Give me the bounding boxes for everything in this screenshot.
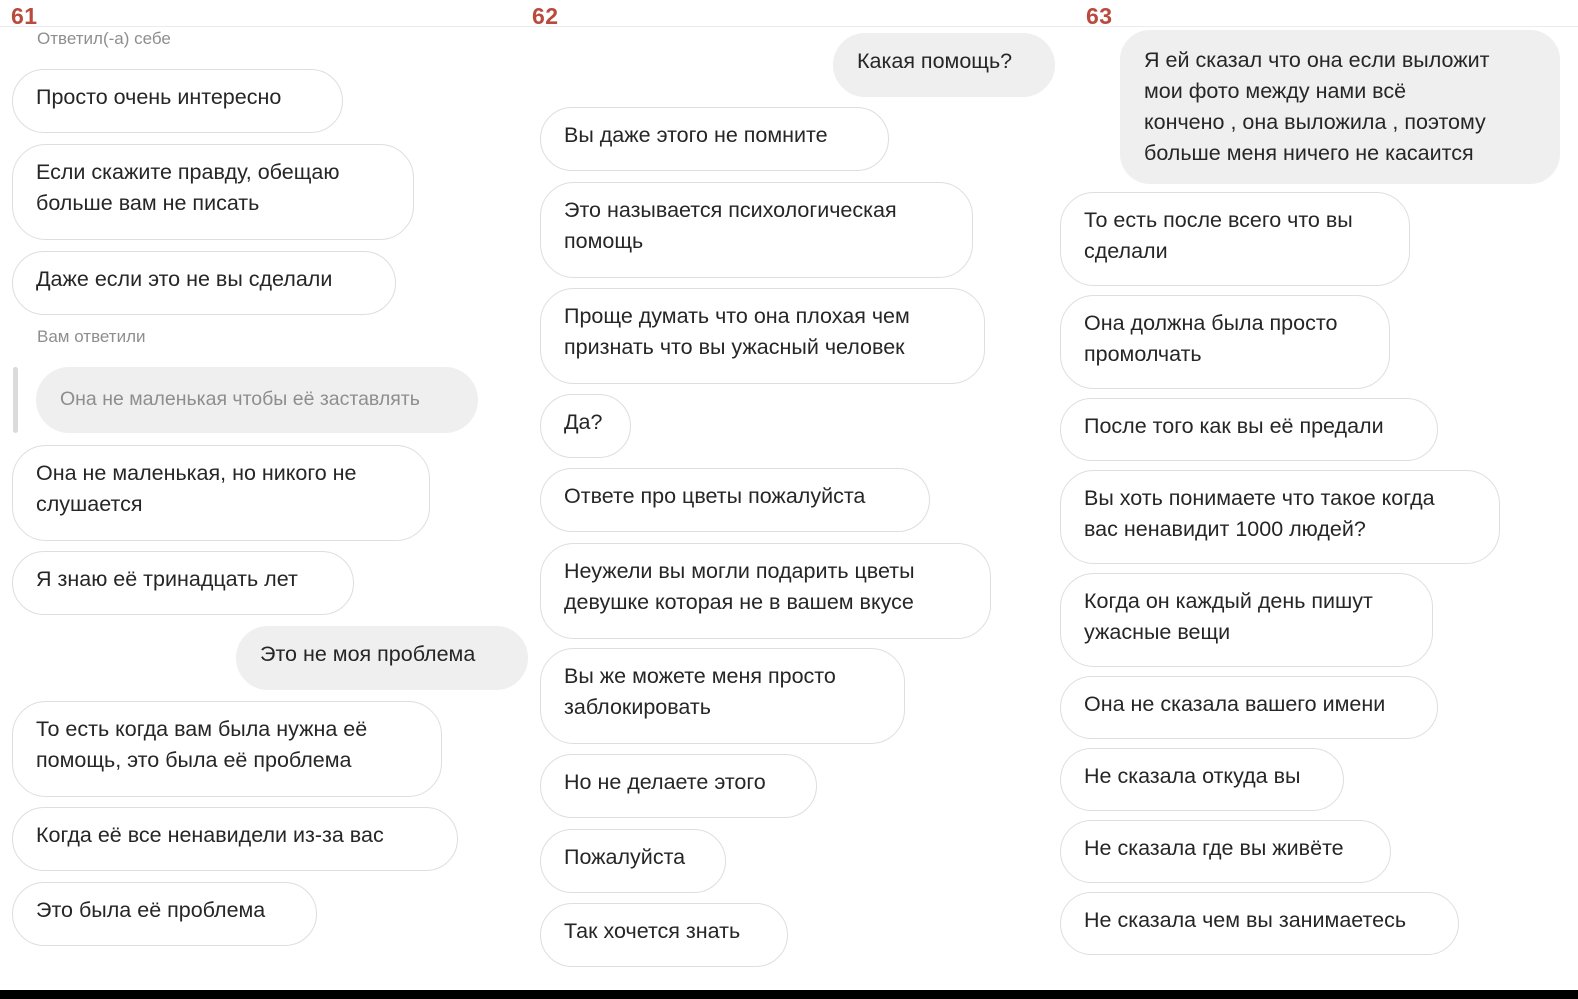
incoming-message[interactable]: Проще думать что она плохая чем признать что вы ужасный человек	[540, 288, 985, 384]
incoming-message[interactable]: Пожалуйста	[540, 829, 726, 893]
incoming-message[interactable]: Неужели вы могли подарить цветы девушке которая не в вашем вкусе	[540, 543, 991, 639]
divider	[530, 26, 1058, 27]
incoming-message[interactable]: Я знаю её тринадцать лет	[12, 551, 354, 615]
screenshot-number: 63	[1086, 3, 1113, 29]
incoming-message[interactable]: Она не сказала вашего имени	[1060, 676, 1438, 739]
bottom-bar	[0, 990, 1578, 999]
incoming-message[interactable]: Она должна была просто промолчать	[1060, 295, 1390, 389]
incoming-message[interactable]: После того как вы её предали	[1060, 398, 1438, 461]
incoming-message[interactable]: Ответе про цветы пожалуйста	[540, 468, 930, 532]
chat-screenshot-62	[530, 0, 1058, 990]
incoming-message[interactable]: Да?	[540, 394, 631, 458]
divider	[1058, 26, 1578, 27]
chat-screenshot-61	[0, 0, 530, 990]
incoming-message[interactable]: Не сказала откуда вы	[1060, 748, 1344, 811]
incoming-message[interactable]: Если скажите правду, обещаю больше вам не писать	[12, 144, 414, 240]
quote-bar	[13, 367, 18, 433]
quoted-message[interactable]: Она не маленькая чтобы её заставлять	[36, 367, 478, 433]
chat-screenshot-63	[1058, 0, 1578, 990]
incoming-message[interactable]: Когда он каждый день пишут ужасные вещи	[1060, 573, 1433, 667]
incoming-message[interactable]: Так хочется знать	[540, 903, 788, 967]
outgoing-message[interactable]: Это не моя проблема	[236, 626, 528, 690]
incoming-message[interactable]: Когда её все ненавидели из-за вас	[12, 807, 458, 871]
outgoing-message[interactable]: Какая помощь?	[833, 33, 1055, 97]
incoming-message[interactable]: Вы же можете меня просто заблокировать	[540, 648, 905, 744]
incoming-message[interactable]: Не сказала чем вы занимаетесь	[1060, 892, 1459, 955]
incoming-message[interactable]: То есть после всего что вы сделали	[1060, 192, 1410, 286]
incoming-message[interactable]: Но не делаете этого	[540, 754, 817, 818]
screenshot-number: 62	[532, 3, 559, 29]
incoming-message[interactable]: Даже если это не вы сделали	[12, 251, 396, 315]
incoming-message[interactable]: То есть когда вам была нужна её помощь, это была её проблема	[12, 701, 442, 797]
reply-meta-label: Ответил(-а) себе	[37, 29, 171, 48]
reply-meta-label: Вам ответили	[37, 327, 146, 346]
incoming-message[interactable]: Не сказала где вы живёте	[1060, 820, 1391, 883]
incoming-message[interactable]: Просто очень интересно	[12, 69, 343, 133]
incoming-message[interactable]: Это называется психологическая помощь	[540, 182, 973, 278]
outgoing-message[interactable]: Я ей сказал что она если выложит мои фото между нами всё кончено , она выложила , поэтому больше меня ничего не касаится	[1120, 30, 1560, 184]
incoming-message[interactable]: Она не маленькая, но никого не слушается	[12, 445, 430, 541]
divider	[0, 26, 530, 27]
screenshot-number: 61	[11, 3, 38, 29]
incoming-message[interactable]: Вы хоть понимаете что такое когда вас ненавидит 1000 людей?	[1060, 470, 1500, 564]
incoming-message[interactable]: Это была её проблема	[12, 882, 317, 946]
incoming-message[interactable]: Вы даже этого не помните	[540, 107, 889, 171]
